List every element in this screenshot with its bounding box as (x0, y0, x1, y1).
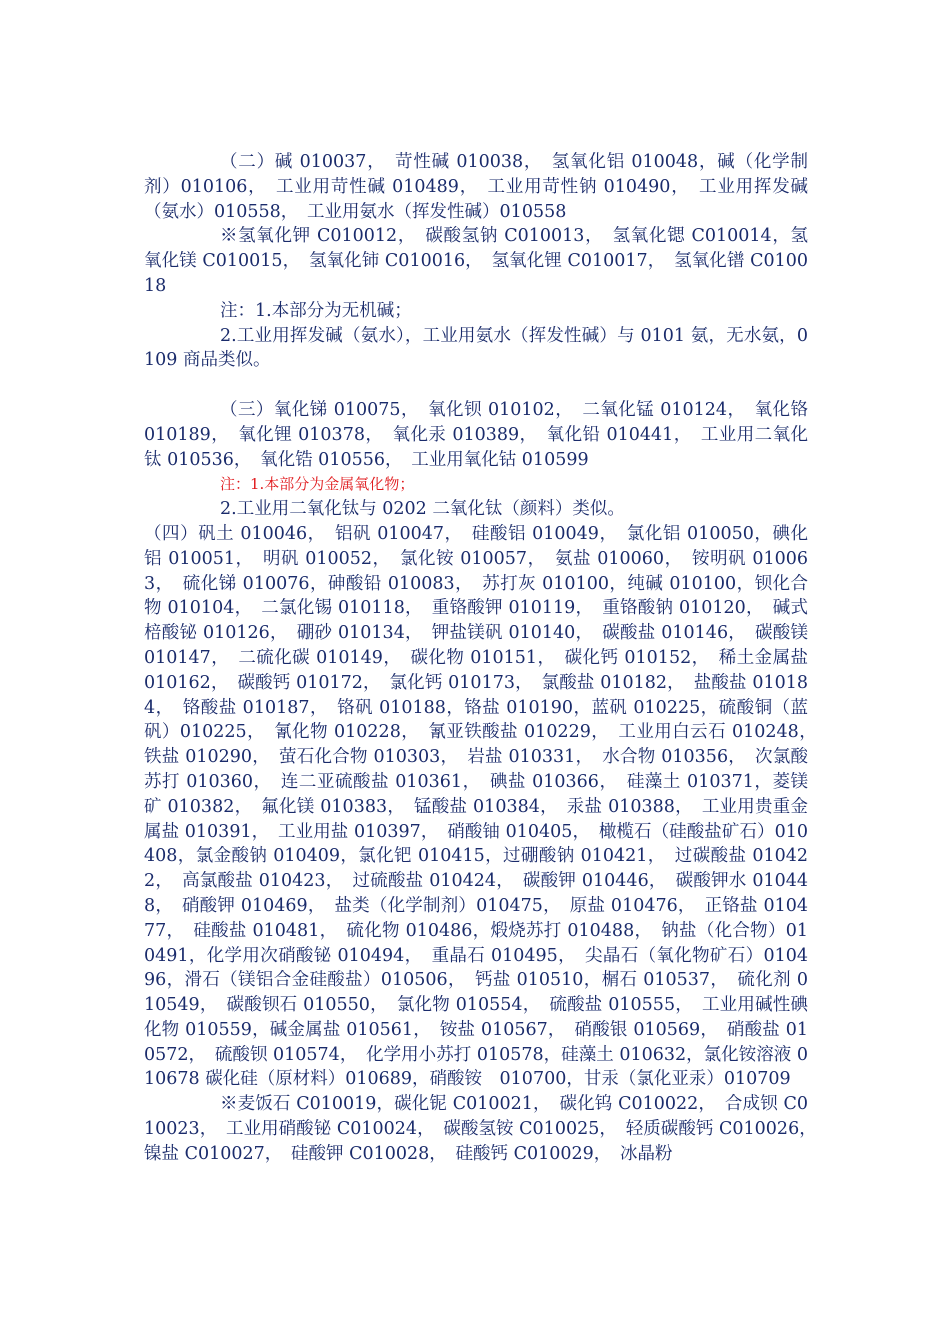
section-2-note-2: 2.工业用挥发碱（氨水），工业用氨水（挥发性碱）与 0101 氨，无水氨，0109 商品类似。 (144, 325, 808, 371)
section-3-paragraph: （三）氧化锑 010075， 氧化钡 010102， 二氧化锰 010124， 氧化铬 010189， 氧化锂 010378， 氧化汞 010389， 氧化铅 010441， 工业用二氧化钛 010536， 氧化锆 010556， 工业用氧化钴 010599 (144, 399, 808, 470)
paragraph-gap (144, 373, 808, 398)
section-4-paragraph: （四）矾土 010046， 铝矾 010047， 硅酸铝 010049， 氯化铝 010050，碘化铝 010051， 明矾 010052， 氯化铵 010057， 氨盐 010060， 铵明矾 010063， 硫化锑 010076，砷酸铅 010083， 苏打灰 010100，纯碱 010100，钡化合物 010104， 二氯化锡 010118， 重铬酸钾 010119， 重铬酸钠 010120， 碱式棓酸铋 010126， 硼砂 010134， 钾盐镁矾 010140， 碳酸盐 010146， 碳酸镁 010147， 二硫化碳 010149， 碳化物 010151， 碳化钙 010152， 稀土金属盐 010162， 碳酸钙 010172， 氯化钙 010173， 氯酸盐 010182， 盐酸盐 010184， 铬酸盐 010187， 铬矾 010188，铬盐 010190，蓝矾 010225，硫酸铜（蓝矾）010225， 氰化物 010228， 氰亚铁酸盐 010229， 工业用白云石 010248， 铁盐 010290， 萤石化合物 010303， 岩盐 010331， 水合物 010356， 次氯酸苏打 010360， 连二亚硫酸盐 010361， 碘盐 010366， 硅藻土 010371，菱镁矿 010382， 氟化镁 010383， 锰酸盐 010384， 汞盐 010388， 工业用贵重金属盐 010391， 工业用盐 010397， 硝酸铀 010405， 橄榄石（硅酸盐矿石）010408，氯金酸钠 010409，氯化钯 010415，过硼酸钠 010421， 过碳酸盐 010422， 高氯酸盐 010423， 过硫酸盐 010424， 碳酸钾 010446， 碳酸钾水 010448， 硝酸钾 010469， 盐类（化学制剂）010475， 原盐 010476， 正铬盐 010477， 硅酸盐 010481， 硫化物 010486，煅烧苏打 010488， 钠盐（化合物）010491，化学用次硝酸铋 010494， 重晶石 010495， 尖晶石（氧化物矿石）010496，滑石（镁铝合金硅酸盐）010506， 钙盐 010510，榍石 010537， 硫化剂 010549， 碳酸钡石 010550， 氯化物 010554， 硫酸盐 010555， 工业用碱性碘化物 010559，碱金属盐 010561， 铵盐 010567， 硝酸银 010569， 硝酸盐 010572， 硫酸钡 010574， 化学用小苏打 010578，硅藻土 010632，氯化铵溶液 010678 碳化硅（原材料）010689，硝酸铵 010700，甘汞（氯化亚汞）010709 (144, 523, 826, 1090)
section-2-supplement: ※氢氧化钾 C010012， 碳酸氢钠 C010013， 氢氧化锶 C010014，氢氧化镁 C010015， 氢氧化铈 C010016， 氢氧化锂 C010017， 氢氧化镨 C010018 (144, 226, 808, 296)
section-4-supplement: ※麦饭石 C010019，碳化铌 C010021， 碳化钨 C010022， 合成钡 C010023， 工业用硝酸铋 C010024， 碳酸氢铵 C010025， 轻质碳酸钙 C010026， 镍盐 C010027， 硅酸钾 C010028， 硅酸钙 C010029， 冰晶粉 (144, 1094, 826, 1164)
section-3-note-2: 2.工业用二氧化钛与 0202 二氧化钛（颜料）类似。 (220, 499, 625, 520)
section-3-note-1: 注：1.本部分为金属氧化物； (220, 475, 415, 494)
section-2-note-1: 注：1.本部分为无机碱； (220, 300, 412, 321)
section-2-paragraph: （二）碱 010037， 苛性碱 010038， 氢氧化铝 010048，碱（化学制剂）010106， 工业用苛性碱 010489， 工业用苛性钠 010490， 工业用挥发碱（氨水）010558， 工业用氨水（挥发性碱）010558 (144, 152, 808, 222)
document-page (144, 150, 826, 1167)
